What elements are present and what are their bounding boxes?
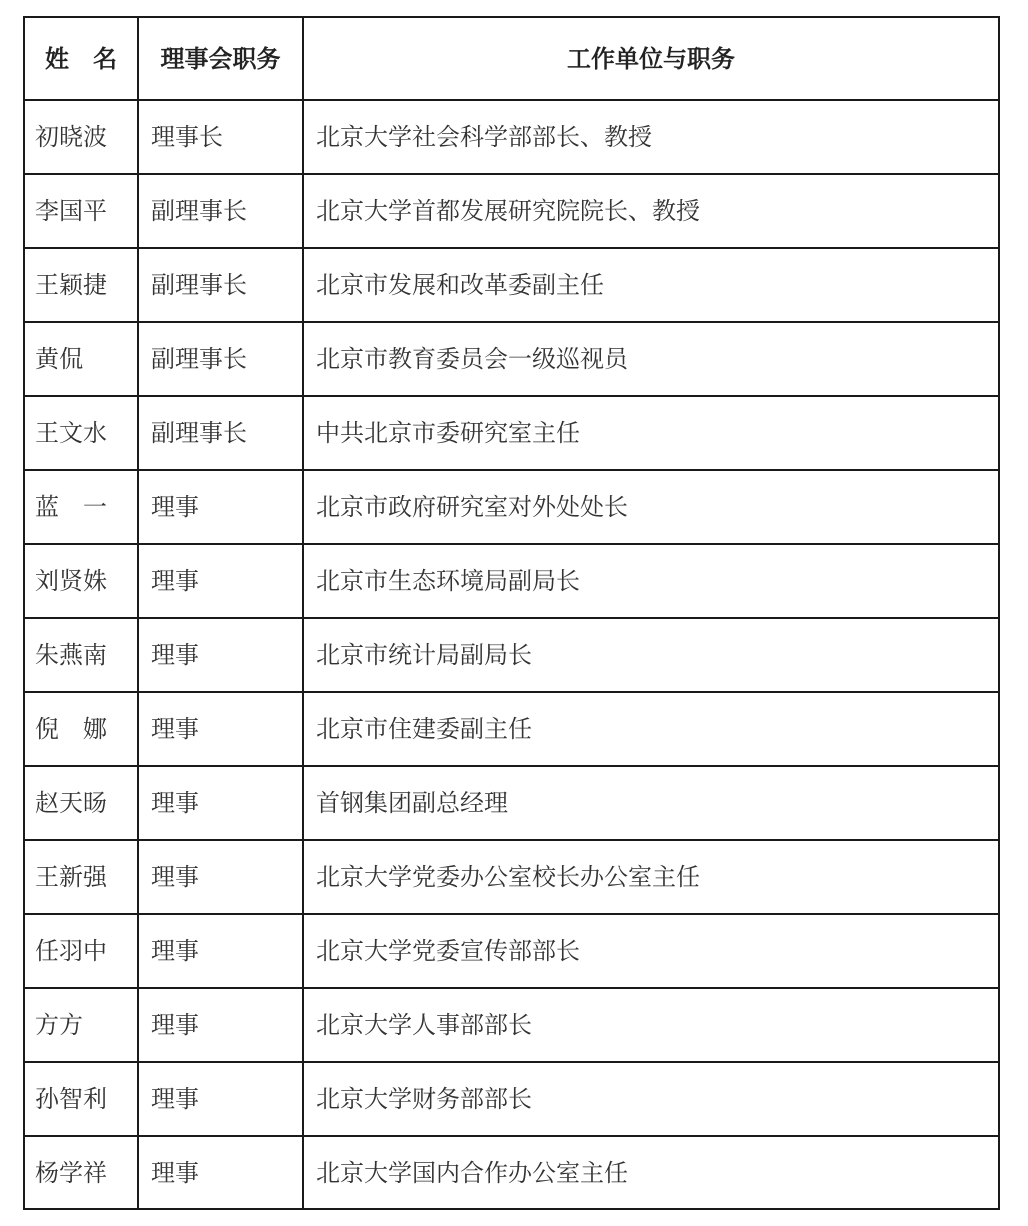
header-organization-position: 工作单位与职务 (303, 17, 999, 100)
council-role: 副理事长 (138, 396, 303, 470)
council-role: 理事 (138, 692, 303, 766)
organization-position: 北京大学首都发展研究院院长、教授 (303, 174, 999, 248)
member-name: 王颖捷 (24, 248, 138, 322)
header-council-role: 理事会职务 (138, 17, 303, 100)
council-role: 副理事长 (138, 248, 303, 322)
organization-position: 中共北京市委研究室主任 (303, 396, 999, 470)
table-header-row (24, 17, 999, 100)
organization-position: 北京市生态环境局副局长 (303, 544, 999, 618)
table-row (24, 100, 999, 174)
table-row (24, 396, 999, 470)
table-row (24, 1136, 999, 1209)
table-row (24, 914, 999, 988)
organization-position: 北京大学国内合作办公室主任 (303, 1136, 999, 1209)
table-row (24, 840, 999, 914)
organization-position: 北京大学社会科学部部长、教授 (303, 100, 999, 174)
council-role: 理事 (138, 1136, 303, 1209)
organization-position: 北京市教育委员会一级巡视员 (303, 322, 999, 396)
council-role: 理事 (138, 766, 303, 840)
organization-position: 北京大学党委办公室校长办公室主任 (303, 840, 999, 914)
organization-position: 北京市住建委副主任 (303, 692, 999, 766)
council-role: 理事 (138, 470, 303, 544)
council-role: 副理事长 (138, 322, 303, 396)
member-name: 蓝 一 (24, 470, 138, 544)
organization-position: 北京大学人事部部长 (303, 988, 999, 1062)
member-name: 赵天旸 (24, 766, 138, 840)
council-role: 理事 (138, 1062, 303, 1136)
member-name: 李国平 (24, 174, 138, 248)
member-name: 王文水 (24, 396, 138, 470)
member-name: 初晓波 (24, 100, 138, 174)
table-row (24, 618, 999, 692)
table-row (24, 692, 999, 766)
council-role: 理事 (138, 618, 303, 692)
council-role: 理事 (138, 840, 303, 914)
council-role: 理事 (138, 914, 303, 988)
table-row (24, 470, 999, 544)
member-name: 王新强 (24, 840, 138, 914)
organization-position: 北京市统计局副局长 (303, 618, 999, 692)
member-name: 朱燕南 (24, 618, 138, 692)
table-row (24, 988, 999, 1062)
table-row (24, 544, 999, 618)
member-name: 孙智利 (24, 1062, 138, 1136)
member-name: 任羽中 (24, 914, 138, 988)
member-name: 黄侃 (24, 322, 138, 396)
organization-position: 北京市政府研究室对外处处长 (303, 470, 999, 544)
council-role: 理事 (138, 544, 303, 618)
council-role: 理事 (138, 988, 303, 1062)
organization-position: 首钢集团副总经理 (303, 766, 999, 840)
organization-position: 北京大学党委宣传部部长 (303, 914, 999, 988)
member-name: 刘贤姝 (24, 544, 138, 618)
council-role: 理事长 (138, 100, 303, 174)
table-row (24, 766, 999, 840)
organization-position: 北京大学财务部部长 (303, 1062, 999, 1136)
table-row (24, 174, 999, 248)
table-row (24, 1062, 999, 1136)
council-role: 副理事长 (138, 174, 303, 248)
member-name: 倪 娜 (24, 692, 138, 766)
table-row (24, 248, 999, 322)
header-name: 姓 名 (24, 17, 138, 100)
council-members-table (23, 16, 1000, 1210)
member-name: 方方 (24, 988, 138, 1062)
table-row (24, 322, 999, 396)
organization-position: 北京市发展和改革委副主任 (303, 248, 999, 322)
member-name: 杨学祥 (24, 1136, 138, 1209)
